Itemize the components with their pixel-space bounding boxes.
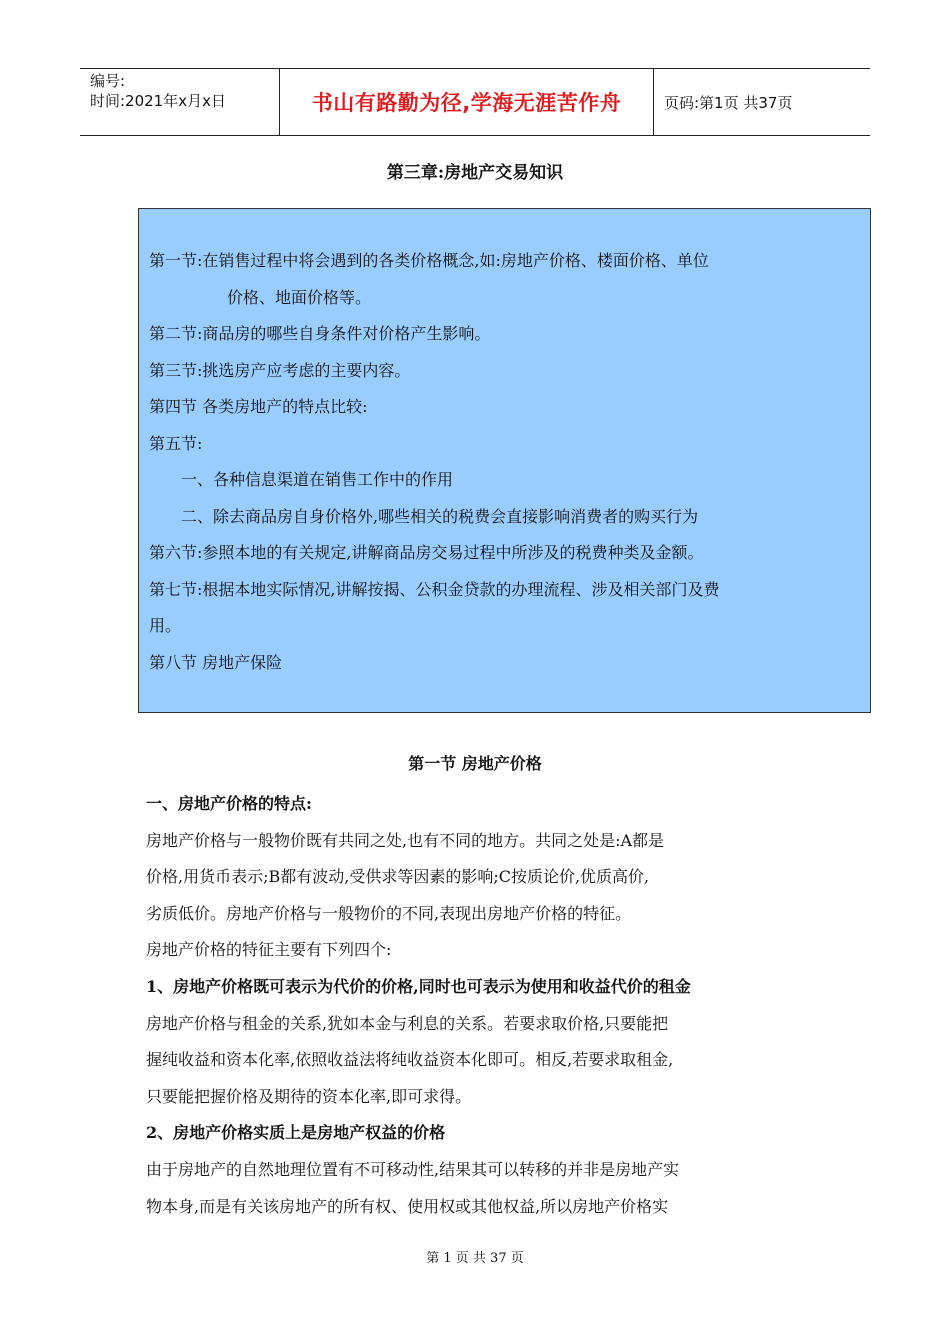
outline-line: 价格、地面价格等。 <box>227 287 372 307</box>
outline-line: 第六节:参照本地的有关规定,讲解商品房交易过程中所涉及的税费种类及金额。 <box>149 543 704 562</box>
header-meta <box>80 69 280 135</box>
outline-line: 用。 <box>149 616 182 635</box>
chapter-outline-box <box>138 208 871 713</box>
body-paragraph-line: 由于房地产的自然地理位置有不可移动性,结果其可以转移的并非是房地产实 <box>146 1159 680 1179</box>
body-heading: 2、房地产价格实质上是房地产权益的价格 <box>146 1123 446 1143</box>
section-title: 第一节 房地产价格 <box>408 754 542 773</box>
outline-line: 第一节:在销售过程中将会遇到的各类价格概念,如:房地产价格、楼面价格、单位 <box>149 251 709 270</box>
body-paragraph-line: 劣质低价。房地产价格与一般物价的不同,表现出房地产价格的特征。 <box>146 903 632 923</box>
outline-line: 第四节 各类房地产的特点比较: <box>149 397 368 416</box>
body-paragraph-line: 只要能把握价格及期待的资本化率,即可求得。 <box>146 1086 472 1106</box>
body-paragraph-line: 物本身,而是有关该房地产的所有权、使用权或其他权益,所以房地产价格实 <box>146 1196 669 1216</box>
header-page-info: 页码:第1页 共37页 <box>664 93 793 112</box>
date-label: 时间:2021年x月x日 <box>90 92 226 110</box>
outline-line: 第三节:挑选房产应考虑的主要内容。 <box>149 360 411 380</box>
section-body <box>146 786 846 1225</box>
body-heading: 一、房地产价格的特点: <box>146 794 312 813</box>
body-paragraph-line: 价格,用货币表示;B都有波动,受供求等因素的影响;C按质论价,优质高价, <box>146 867 650 887</box>
outline-line: 第五节: <box>149 433 203 453</box>
outline-line: 第二节:商品房的哪些自身条件对价格产生影响。 <box>149 324 491 343</box>
body-paragraph-line: 房地产价格与一般物价既有共同之处,也有不同的地方。共同之处是:A都是 <box>146 830 665 850</box>
page-footer: 第 1 页 共 37 页 <box>426 1251 524 1266</box>
chapter-title: 第三章:房地产交易知识 <box>386 163 564 183</box>
body-paragraph-line: 房地产价格的特征主要有下列四个: <box>146 940 392 960</box>
page-header <box>80 68 870 136</box>
outline-line: 一、各种信息渠道在销售工作中的作用 <box>181 470 454 489</box>
header-motto: 书山有路勤为径,学海无涯苦作舟 <box>280 69 654 135</box>
number-label: 编号: <box>90 72 126 90</box>
outline-line: 二、除去商品房自身价格外,哪些相关的税费会直接影响消费者的购买行为 <box>181 506 699 526</box>
outline-line: 第八节 房地产保险 <box>149 652 283 672</box>
body-heading: 1、房地产价格既可表示为代价的价格,同时也可表示为使用和收益代价的租金 <box>146 976 691 996</box>
body-paragraph-line: 握纯收益和资本化率,依照收益法将纯收益资本化即可。相反,若要求取租金, <box>146 1050 674 1070</box>
outline-line: 第七节:根据本地实际情况,讲解按揭、公积金贷款的办理流程、涉及相关部门及费 <box>149 579 720 599</box>
body-paragraph-line: 房地产价格与租金的关系,犹如本金与利息的关系。若要求取价格,只要能把 <box>146 1013 669 1033</box>
